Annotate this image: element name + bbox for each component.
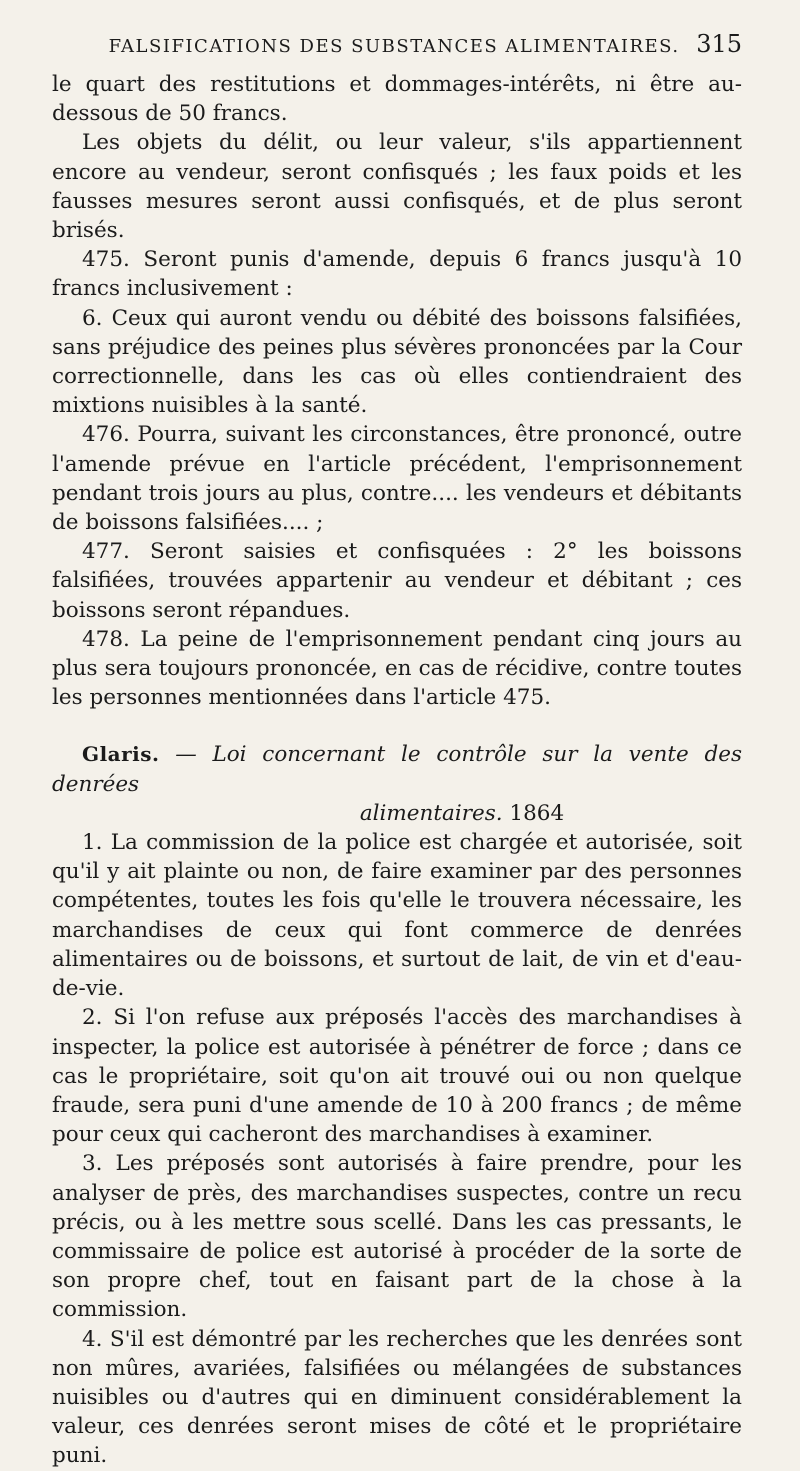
section-heading <box>52 740 742 798</box>
law-article-2: 2. Si l'on refuse aux préposés l'accès des marchandises à inspecter, la police est autorisée à pénétrer de force ; dans ce cas le propriétaire, soit qu'on ait trouvé oui ou non quelque fraude, sera puni d'une amende de 10 à 200 francs ; de même pour ceux qui cacheront des marchandises à examiner. <box>52 1005 742 1148</box>
section-dash: — <box>159 742 213 768</box>
section-year: 1864 <box>502 800 565 826</box>
section-heading-cont <box>52 799 742 828</box>
page-number: 315 <box>696 30 742 58</box>
page-body <box>52 70 742 1471</box>
paragraph: Les objets du délit, ou leur valeur, s'ils appartiennent encore au vendeur, seront confisqués ; les faux poids et les fausses mesures seront aussi confisqués, et de plus seront brisés. <box>52 130 742 244</box>
article-478: 478. La peine de l'emprisonnement pendant cinq jours au plus sera toujours prononcée, en cas de récidive, contre toutes les personnes mentionnées dans l'article 475. <box>52 626 742 711</box>
book-page <box>52 30 742 1471</box>
law-article-3: 3. Les préposés sont autorisés à faire prendre, pour les analyser de près, des marchandises suspectes, contre un recu précis, ou à les mettre sous scellé. Dans les cas pressants, le commissaire de police est autorisé à procéder de la sorte de son propre chef, tout en faisant part de la chose à la commission. <box>52 1151 742 1323</box>
law-article-1: 1. La commission de la police est chargée et autorisée, soit qu'il y ait plainte ou non, de faire examiner par des personnes compétentes, toutes les fois qu'elle le trouvera nécessaire, les marchandises de ceux qui font commerce de denrées alimentaires ou de boissons, et surtout de lait, de vin et d'eau-de-vie. <box>52 830 742 1002</box>
article-477: 477. Seront saisies et confisquées : 2° les boissons falsifiées, trouvées appartenir au vendeur et débitant ; ces boissons seront répandues. <box>52 539 742 623</box>
section-spacer <box>52 712 742 740</box>
article-475: 475. Seront punis d'amende, depuis 6 francs jusqu'à 10 francs inclusivement : <box>52 247 742 302</box>
paragraph: le quart des restitutions et dommages-intérêts, ni être au-dessous de 50 francs. <box>52 72 742 127</box>
section-title-line2: alimentaires. <box>359 800 503 826</box>
running-title: FALSIFICATIONS DES SUBSTANCES ALIMENTAIRES. <box>108 36 680 57</box>
section-title-line1: Loi concernant le contrôle sur la vente des denrées <box>52 742 742 797</box>
article-476: 476. Pourra, suivant les circonstances, être prononcé, outre l'amende prévue en l'article précédent, l'emprisonnement pendant trois jours au plus, contre.... les vendeurs et débitants de boissons falsifiées.... ; <box>52 422 742 536</box>
paragraph: 6. Ceux qui auront vendu ou débité des boissons falsifiées, sans préjudice des peines plus sévères prononcées par la Cour correctionnelle, dans les cas où elles contiendraient des mixtions nuisibles à la santé. <box>52 305 742 419</box>
running-header <box>52 30 742 70</box>
section-place: Glaris. <box>82 742 160 767</box>
law-article-4: 4. S'il est démontré par les recherches que les denrées sont non mûres, avariées, falsifiées ou mélangées de substances nuisibles ou d'autres qui en diminuent considérablement la valeur, ces denrées seront mises de côté et le propriétaire puni. <box>52 1326 742 1469</box>
